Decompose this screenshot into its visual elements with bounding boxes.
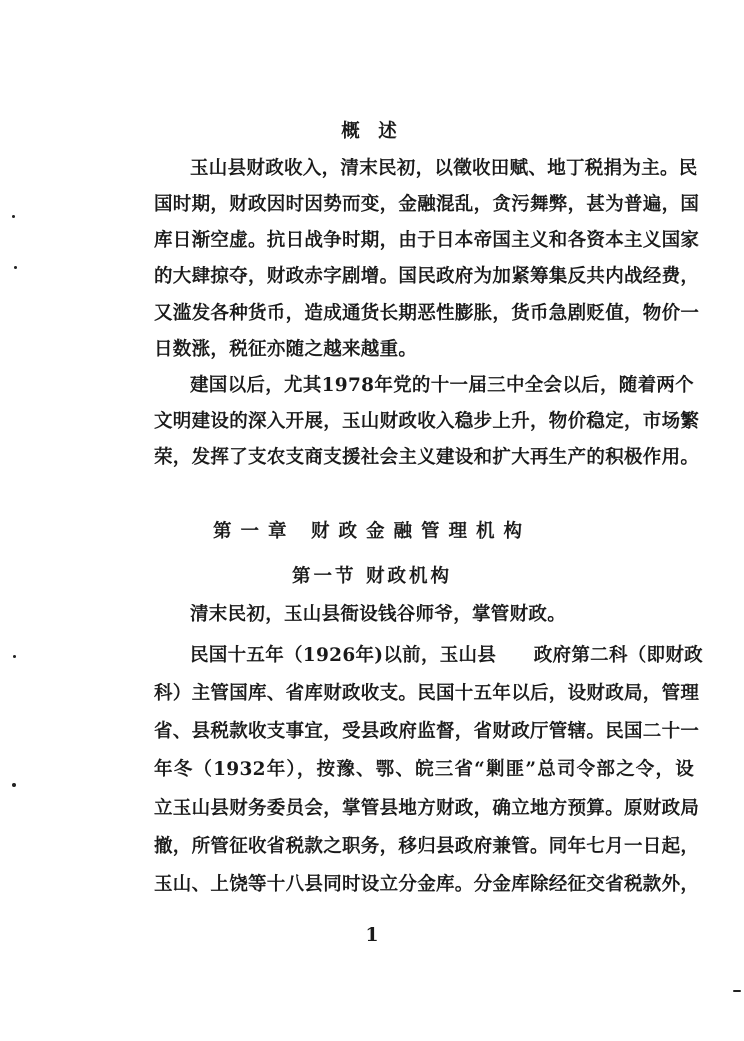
text-line: 立玉山县财务委员会，掌管县地方财政，确立地方预算。原财政局	[154, 798, 700, 819]
text-line: 民国十五年（1926年)以前，玉山县 政府第二科（即财政	[190, 645, 703, 666]
scan-speck	[733, 990, 741, 992]
text-line: 文明建设的深入开展，玉山财政收入稳步上升，物价稳定，市场繁	[154, 411, 700, 432]
chapter-heading: 第一章 财政金融管理机构	[213, 521, 531, 542]
page-number: 1	[365, 924, 379, 946]
text-line: 库日渐空虚。抗日战争时期，由于日本帝国主义和各资本主义国家	[154, 230, 700, 251]
text-line: 清末民初，玉山县衙设钱谷师爷，掌管财政。	[190, 604, 567, 625]
text-line: 年冬（1932年），按豫、鄂、皖三省“剿匪”总司令部之令，设	[154, 759, 694, 780]
text-line: 日数涨，税征亦随之越来越重。	[154, 339, 418, 360]
text-line: 荣，发挥了支农支商支援社会主义建设和扩大再生产的积极作用。	[154, 447, 700, 468]
overview-heading: 概 述	[341, 121, 403, 142]
text-line: 撤，所管征收省税款之职务，移归县政府兼管。同年七月一日起，	[154, 836, 700, 857]
text-line: 玉山县财政收入，清末民初，以徵收田赋、地丁税捐为主。民	[190, 158, 698, 179]
text-line: 的大肆掠夺，财政赤字剧增。国民政府为加紧筹集反共内战经费，	[154, 266, 700, 287]
text-line: 科）主管国库、省库财政收支。民国十五年以后，设财政局，管理	[154, 683, 700, 704]
text-line: 玉山、上饶等十八县同时设立分金库。分金库除经征交省税款外，	[154, 874, 700, 895]
scan-speck	[13, 655, 16, 658]
text-line: 国时期，财政因时因势而变，金融混乱，贪污舞弊，甚为普遍，国	[154, 194, 700, 215]
scan-speck	[12, 783, 16, 787]
scan-speck	[14, 266, 17, 269]
text-line: 又滥发各种货币，造成通货长期恶性膨胀，货币急剧贬值，物价一	[154, 303, 700, 324]
scan-speck	[12, 215, 15, 218]
text-line: 建国以后，尤其1978年党的十一届三中全会以后，随着两个	[190, 375, 694, 396]
section-heading: 第一节 财政机构	[292, 566, 452, 587]
text-line: 省、县税款收支事宜，受县政府监督，省财政厅管辖。民国二十一	[154, 721, 700, 742]
